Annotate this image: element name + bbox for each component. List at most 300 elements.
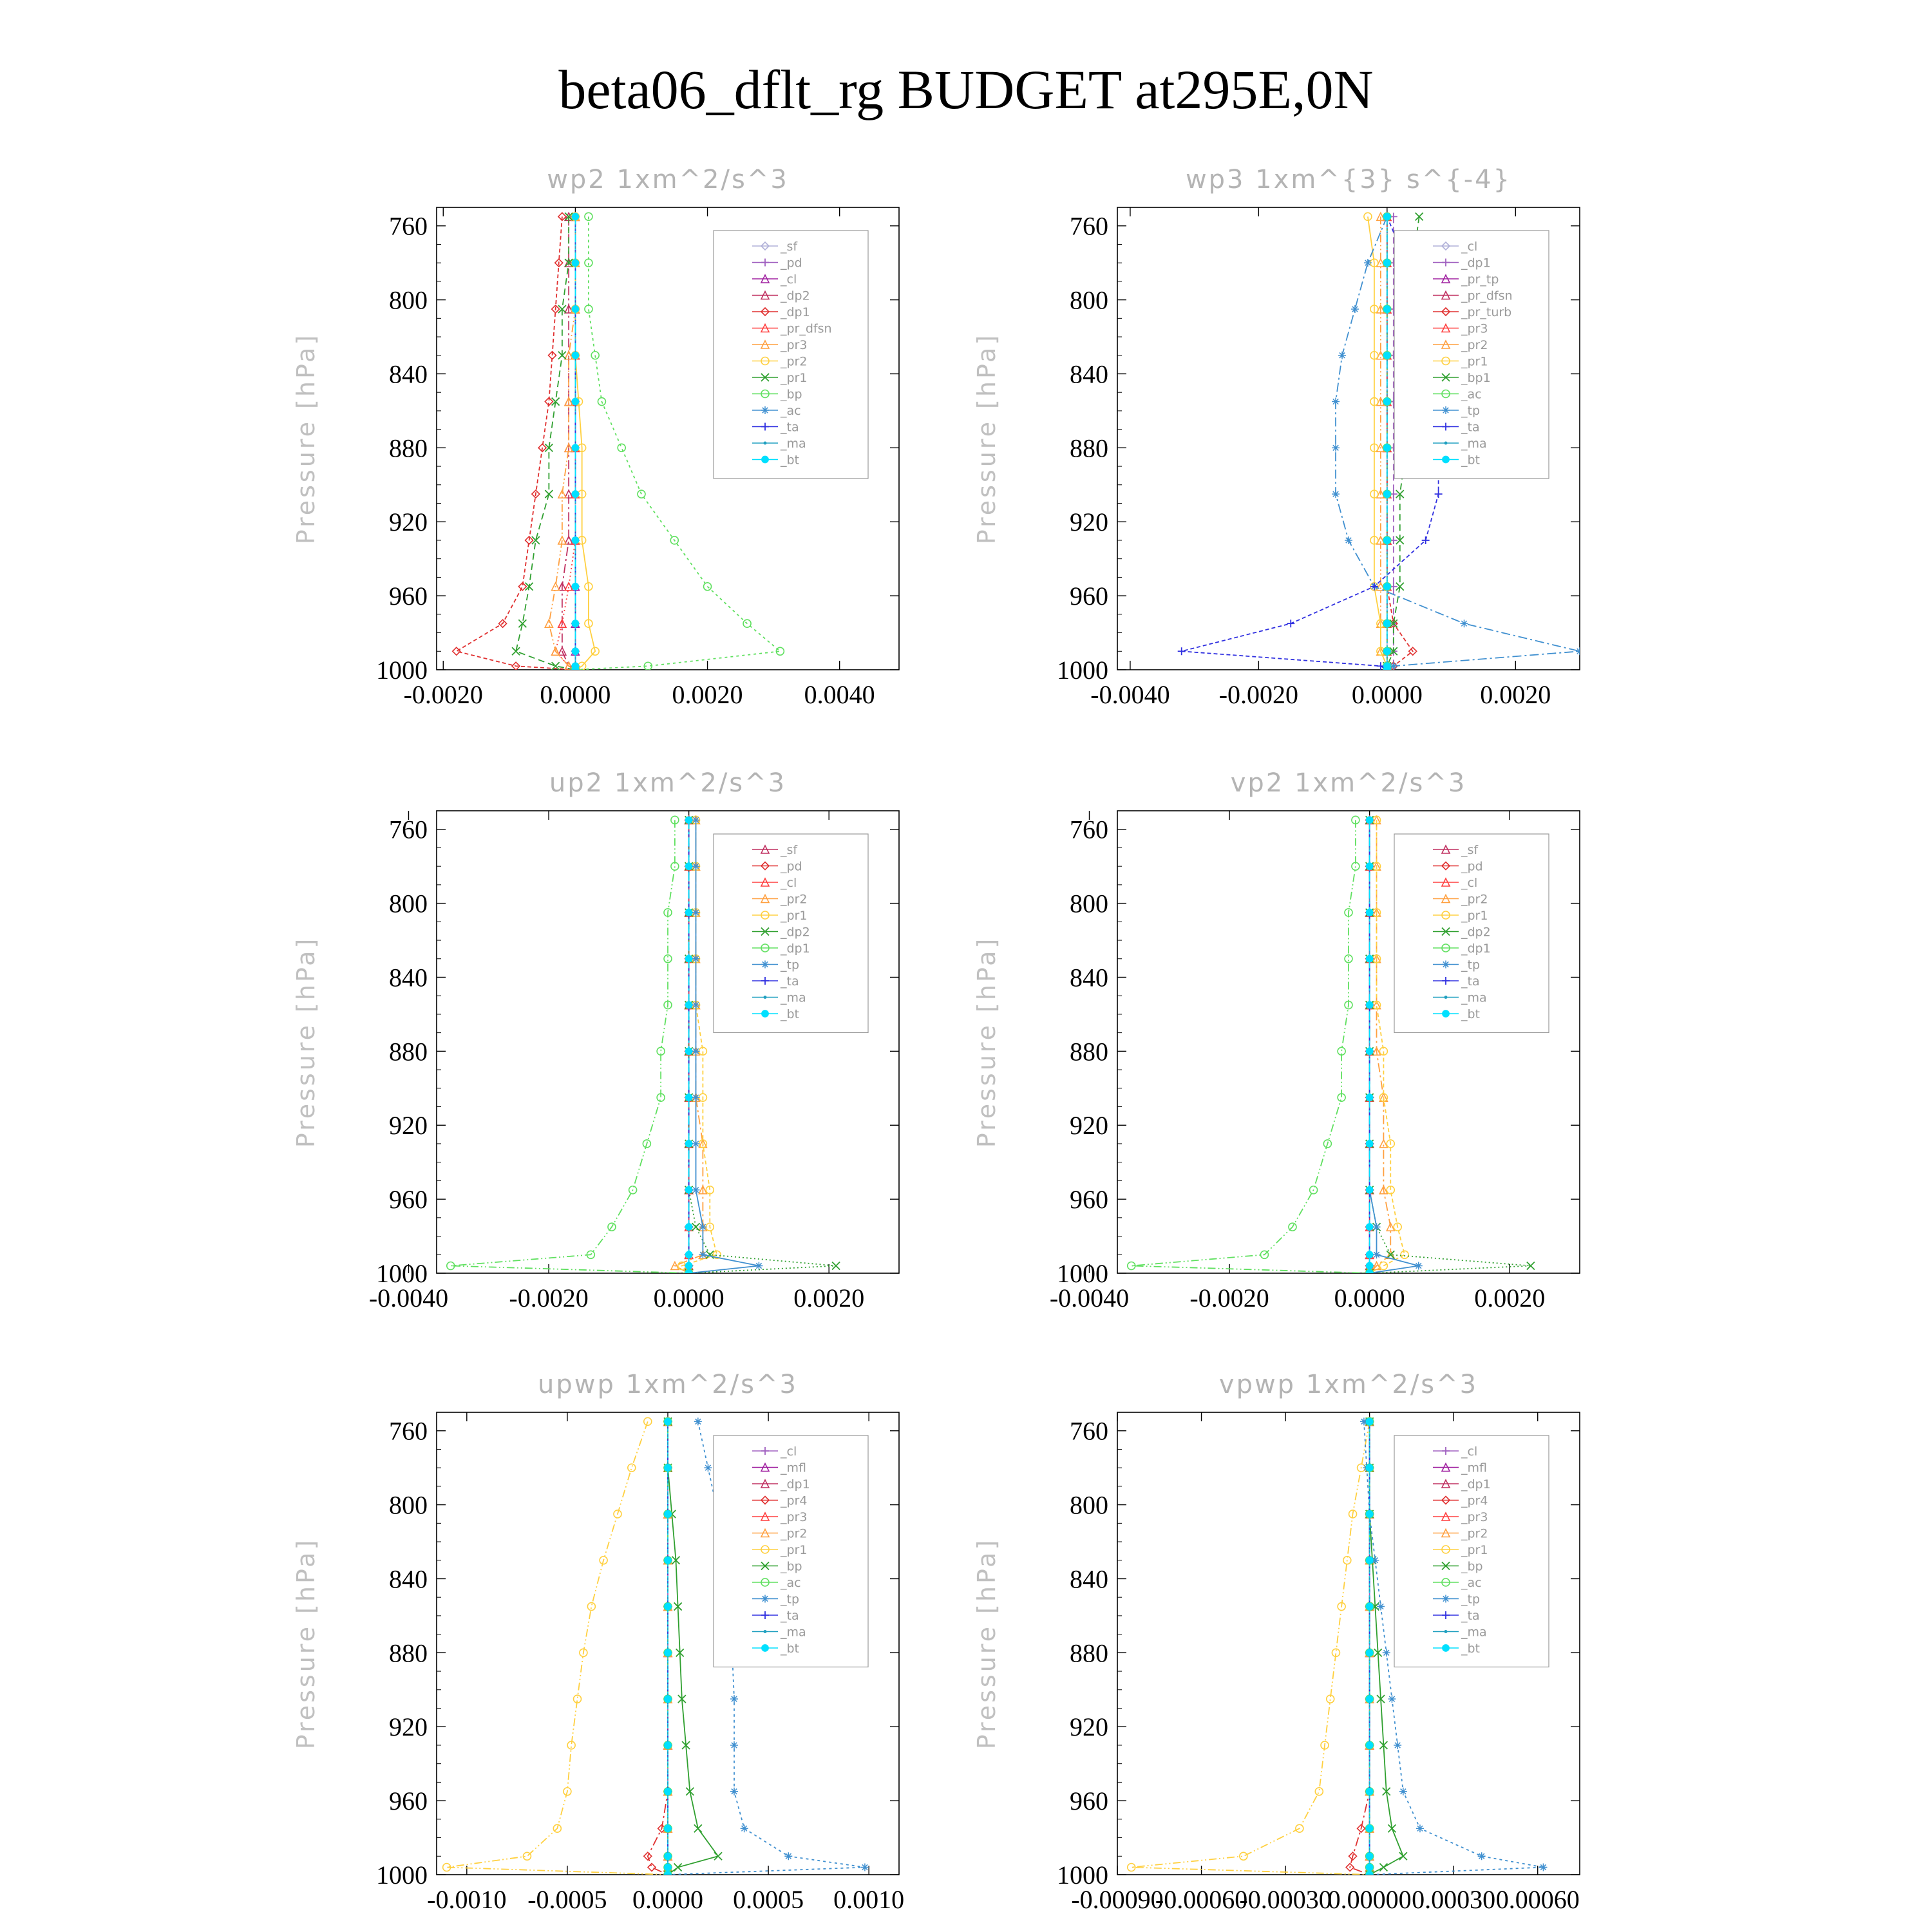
- legend-entry: _dp1: [781, 1477, 810, 1492]
- data-point-pr1: [1401, 1251, 1408, 1258]
- legend-entry: _pr_dfsn: [1461, 289, 1513, 303]
- data-point-bt: [665, 1511, 672, 1518]
- legend-entry: _pr_turb: [1461, 305, 1512, 319]
- series-line-pr1: [447, 1421, 668, 1875]
- data-point-bt: [1366, 1853, 1373, 1860]
- legend-entry: _bt: [1461, 1642, 1481, 1656]
- legend-entry: _sf: [781, 843, 798, 857]
- data-point-tp: [1478, 1852, 1486, 1860]
- y-tick-label: 800: [1070, 889, 1108, 918]
- legend-entry: _pr3: [781, 338, 808, 352]
- data-point-bt: [1366, 1094, 1373, 1101]
- data-point-tp: [1415, 1262, 1423, 1270]
- data-point-bt: [1366, 1186, 1373, 1193]
- data-point-bt: [1383, 398, 1390, 405]
- y-tick-label: 880: [1070, 433, 1108, 463]
- legend-entry: _cl: [781, 876, 797, 890]
- legend: [714, 1435, 868, 1667]
- data-point-ta: [1435, 490, 1443, 498]
- legend-entry: _mfl: [781, 1461, 806, 1475]
- legend-entry: _bp: [1461, 1559, 1483, 1574]
- data-point-tp: [741, 1824, 748, 1832]
- y-tick-label: 880: [389, 433, 428, 463]
- y-tick-label: 960: [1070, 582, 1108, 611]
- data-point-bt: [572, 260, 579, 267]
- legend-entry: _pr2: [781, 1526, 808, 1541]
- legend-entry: _pr4: [781, 1493, 808, 1508]
- data-point-bt: [572, 583, 579, 590]
- data-point-tp: [1377, 1603, 1385, 1611]
- x-tick-label: 0.0020: [793, 1283, 865, 1312]
- y-tick-label: 960: [389, 1185, 428, 1215]
- x-tick-label: -0.0005: [527, 1885, 607, 1914]
- legend-entry: _cl: [781, 272, 797, 287]
- y-tick-label: 760: [1070, 815, 1108, 844]
- legend-entry: _pr1: [781, 1543, 808, 1557]
- x-tick-label: 0.0000: [1334, 1283, 1405, 1312]
- y-tick-label: 760: [389, 815, 428, 844]
- x-tick-label: 0.0020: [1474, 1283, 1546, 1312]
- data-point-pr1: [628, 1464, 636, 1472]
- legend-entry: _ma: [1461, 437, 1487, 451]
- figure-title: beta06_dflt_rg BUDGET at295E,0N: [558, 59, 1374, 120]
- data-point-bt: [572, 537, 579, 544]
- legend-entry: _dp2: [1461, 925, 1491, 940]
- x-tick-label: -0.0010: [427, 1885, 507, 1914]
- data-point-bt: [685, 1251, 692, 1258]
- panel-title: vpwp 1xm^2/s^3: [1218, 1370, 1479, 1399]
- data-point-bt: [1383, 537, 1390, 544]
- x-tick-label: -0.0020: [1218, 680, 1299, 709]
- y-tick-label: 1000: [376, 1861, 428, 1889]
- data-point-bt: [1366, 1048, 1373, 1055]
- data-point-bp: [585, 259, 592, 267]
- legend-entry: _ta: [781, 1609, 799, 1623]
- data-point-dp1: [453, 647, 460, 655]
- legend-marker: [1443, 1645, 1450, 1652]
- legend-entry: _pr_tp: [1461, 272, 1499, 287]
- legend-entry: _cl: [1461, 1444, 1478, 1459]
- legend-entry: _tp: [1461, 1592, 1481, 1607]
- x-tick-label: 0.0040: [804, 680, 875, 709]
- data-point-tp: [692, 1001, 700, 1009]
- data-point-bt: [685, 1141, 692, 1148]
- data-point-tp: [1351, 305, 1359, 313]
- data-point-bt: [665, 1464, 672, 1472]
- y-tick-label: 920: [389, 1712, 428, 1742]
- data-point-tp: [692, 862, 700, 870]
- data-point-bt: [1383, 444, 1390, 451]
- x-tick-label: 0.00030: [1412, 1885, 1496, 1914]
- data-point-bt: [1366, 1418, 1373, 1425]
- panel-3: [292, 768, 899, 1312]
- x-tick-label: -0.0040: [1090, 680, 1170, 709]
- y-tick-label: 840: [1070, 1564, 1108, 1594]
- legend-marker: [1444, 1630, 1448, 1633]
- legend-entry: _ta: [1461, 420, 1480, 435]
- legend-entry: _pd: [1461, 859, 1483, 874]
- data-point-bt: [1366, 1224, 1373, 1231]
- data-point-bt: [1383, 213, 1390, 220]
- legend-entry: _tp: [781, 958, 800, 972]
- y-tick-label: 800: [1070, 285, 1108, 315]
- data-point-dp2: [832, 1262, 840, 1270]
- data-point-bt: [1383, 260, 1390, 267]
- legend-marker: [762, 456, 769, 463]
- data-point-bt: [665, 1853, 672, 1860]
- legend-entry: _ta: [1461, 1609, 1480, 1623]
- data-point-bt: [572, 491, 579, 498]
- legend-entry: _ma: [1461, 990, 1487, 1005]
- y-tick-label: 880: [1070, 1037, 1108, 1066]
- data-point-bp: [618, 444, 625, 451]
- legend-entry: _pr1: [781, 909, 808, 923]
- y-tick-label: 800: [389, 1490, 428, 1520]
- legend: [714, 231, 868, 478]
- legend-entry: _ma: [781, 1625, 806, 1640]
- data-point-bt: [1366, 1649, 1373, 1656]
- x-tick-label: 0.00000: [1327, 1885, 1412, 1914]
- y-tick-label: 960: [389, 1786, 428, 1816]
- y-tick-label: 1000: [1057, 656, 1108, 685]
- data-point-bt: [1366, 1001, 1373, 1009]
- series-line-dp1: [1132, 820, 1370, 1273]
- data-point-bp: [1399, 1852, 1407, 1860]
- y-tick-label: 1000: [376, 656, 428, 685]
- legend-entry: _pr3: [1461, 321, 1488, 336]
- series-line-pr2: [575, 216, 595, 670]
- legend-entry: _pr1: [1461, 909, 1488, 923]
- data-point-bt: [1366, 1825, 1373, 1832]
- data-point-bt: [685, 909, 692, 916]
- series-line-dp1: [451, 820, 689, 1273]
- data-point-tp: [694, 1417, 702, 1425]
- data-point-bt: [1383, 583, 1390, 590]
- x-tick-label: -0.00090: [1071, 1885, 1164, 1914]
- panel-title: upwp 1xm^2/s^3: [538, 1370, 798, 1399]
- legend-entry: _tp: [781, 1592, 800, 1607]
- data-point-tp: [1539, 1864, 1547, 1871]
- y-axis-label: Pressure [hPa]: [292, 332, 320, 545]
- legend-entry: _ma: [781, 437, 806, 451]
- x-tick-label: 0.0010: [833, 1885, 905, 1914]
- data-point-bt: [685, 1186, 692, 1193]
- data-point-tp: [692, 955, 700, 963]
- data-point-tp: [692, 1047, 700, 1055]
- y-tick-label: 1000: [376, 1259, 428, 1288]
- data-point-bt: [1366, 1871, 1373, 1879]
- y-tick-label: 800: [389, 285, 428, 315]
- data-point-bp: [1379, 1864, 1387, 1871]
- data-point-bt: [665, 1696, 672, 1703]
- data-point-bt: [572, 398, 579, 405]
- legend-marker: [762, 1010, 769, 1018]
- data-point-ta: [1178, 647, 1186, 655]
- legend-marker: [762, 1645, 769, 1652]
- legend: [714, 834, 868, 1033]
- data-point-bt: [572, 444, 579, 451]
- data-point-bt: [685, 1048, 692, 1055]
- y-tick-label: 880: [389, 1638, 428, 1668]
- data-point-tp: [692, 816, 700, 824]
- y-tick-label: 1000: [1057, 1259, 1108, 1288]
- series-line-dp1: [1387, 216, 1394, 670]
- legend-marker: [1443, 456, 1450, 463]
- panel-1: [292, 165, 899, 709]
- legend-entry: _bt: [1461, 453, 1481, 468]
- data-point-bt: [685, 863, 692, 870]
- legend: [1394, 231, 1549, 478]
- legend-entry: _pr4: [1461, 1493, 1488, 1508]
- data-point-bt: [1366, 1788, 1373, 1795]
- series-line-bp: [668, 1421, 718, 1875]
- x-tick-label: 0.0005: [733, 1885, 804, 1914]
- y-tick-label: 920: [389, 1111, 428, 1141]
- legend-entry: _dp1: [1461, 256, 1491, 270]
- data-point-bt: [1366, 1603, 1373, 1610]
- legend-entry: _dp1: [781, 305, 810, 319]
- x-tick-label: -0.0020: [1189, 1283, 1269, 1312]
- y-tick-label: 800: [1070, 1490, 1108, 1520]
- data-point-bt: [685, 1224, 692, 1231]
- legend-entry: _dp1: [1461, 942, 1491, 956]
- legend-entry: _bt: [781, 1642, 800, 1656]
- data-point-bp: [674, 1864, 682, 1871]
- legend-entry: _ac: [1461, 1576, 1482, 1590]
- data-point-tp: [730, 1788, 738, 1795]
- data-point-bt: [685, 955, 692, 962]
- data-point-tp: [1332, 490, 1340, 498]
- data-point-tp: [1394, 1741, 1401, 1749]
- y-tick-label: 920: [1070, 1111, 1108, 1141]
- legend-entry: _ac: [781, 404, 801, 418]
- legend-entry: _bt: [1461, 1007, 1481, 1021]
- x-tick-label: -0.0040: [1049, 1283, 1130, 1312]
- legend-entry: _ac: [1461, 387, 1482, 402]
- data-point-tp: [861, 1864, 869, 1871]
- legend-entry: _cl: [1461, 876, 1478, 890]
- x-tick-label: -0.00060: [1155, 1885, 1248, 1914]
- legend-entry: _pr2: [1461, 338, 1488, 352]
- data-point-bt: [665, 1825, 672, 1832]
- panels-grid: [292, 165, 1584, 1914]
- y-tick-label: 880: [1070, 1638, 1108, 1668]
- legend-entry: _pr3: [1461, 1510, 1488, 1524]
- x-tick-label: 0.0000: [1351, 680, 1423, 709]
- legend-marker: [1442, 961, 1450, 969]
- legend-marker: [1442, 1595, 1450, 1603]
- legend-entry: _pr1: [781, 371, 808, 385]
- data-point-bt: [1383, 306, 1390, 313]
- data-point-pr4: [648, 1864, 656, 1871]
- x-tick-label: -0.0020: [403, 680, 483, 709]
- data-point-tp: [730, 1695, 738, 1703]
- data-point-tp: [1373, 1223, 1381, 1231]
- y-tick-label: 840: [389, 1564, 428, 1594]
- data-point-bt: [685, 1001, 692, 1009]
- legend-entry: _mfl: [1461, 1461, 1487, 1475]
- x-tick-label: -0.0020: [509, 1283, 589, 1312]
- y-tick-label: 760: [1070, 1416, 1108, 1446]
- legend-entry: _pr3: [781, 1510, 808, 1524]
- legend-entry: _pd: [781, 256, 802, 270]
- data-point-bt: [1366, 1557, 1373, 1564]
- data-point-bt: [685, 1270, 692, 1277]
- data-point-tp: [1388, 1695, 1396, 1703]
- data-point-bt: [1366, 909, 1373, 916]
- legend-entry: _dp1: [781, 942, 810, 956]
- data-point-pr1: [545, 490, 553, 498]
- data-point-bt: [685, 1262, 692, 1269]
- data-point-bt: [1366, 1262, 1373, 1269]
- series-line-pr2: [1381, 216, 1387, 670]
- data-point-tp: [692, 1140, 700, 1148]
- y-tick-label: 960: [1070, 1185, 1108, 1215]
- series-line-pr4: [648, 1421, 668, 1875]
- data-point-pr1: [587, 1603, 595, 1611]
- legend-entry: _tp: [1461, 404, 1481, 418]
- data-point-pr1: [1240, 1852, 1247, 1860]
- legend-entry: _dp1: [1461, 1477, 1491, 1492]
- data-point-tp: [699, 1251, 706, 1258]
- legend-entry: _bp: [781, 1559, 802, 1574]
- data-point-bt: [1366, 1251, 1373, 1258]
- y-tick-label: 920: [1070, 507, 1108, 537]
- data-point-bt: [665, 1603, 672, 1610]
- data-point-tp: [730, 1741, 738, 1749]
- legend-entry: _tp: [1461, 958, 1481, 972]
- x-tick-label: -0.0040: [368, 1283, 449, 1312]
- data-point-tp: [1576, 647, 1584, 655]
- data-point-bt: [665, 1418, 672, 1425]
- data-point-tp: [784, 1852, 792, 1860]
- panel-6: [972, 1370, 1580, 1914]
- legend-entry: _pr2: [1461, 1526, 1488, 1541]
- legend-marker: [1444, 442, 1448, 445]
- legend-entry: _bt: [781, 453, 800, 468]
- legend-entry: _bp: [781, 387, 802, 402]
- legend-entry: _pr_dfsn: [781, 321, 832, 336]
- data-point-bt: [572, 306, 579, 313]
- data-point-tp: [1364, 259, 1372, 267]
- data-point-tp: [755, 1262, 762, 1270]
- y-tick-label: 840: [1070, 963, 1108, 992]
- x-tick-label: 0.0000: [653, 1283, 724, 1312]
- data-point-tp: [1416, 1824, 1424, 1832]
- y-axis-label: Pressure [hPa]: [292, 936, 320, 1148]
- panel-4: [972, 768, 1580, 1312]
- data-point-bt: [665, 1557, 672, 1564]
- data-point-bt: [1366, 1511, 1373, 1518]
- y-axis-label: Pressure [hPa]: [972, 936, 1001, 1148]
- series-line-pr1: [682, 820, 717, 1273]
- panel-2: [972, 165, 1584, 709]
- legend-marker: [761, 961, 769, 969]
- panel-title: vp2 1xm^2/s^3: [1230, 768, 1467, 798]
- data-point-bt: [1383, 491, 1390, 498]
- panel-title: wp2 1xm^2/s^3: [547, 165, 789, 194]
- data-point-tp: [1332, 398, 1340, 406]
- y-tick-label: 920: [389, 507, 428, 537]
- y-tick-label: 960: [389, 582, 428, 611]
- data-point-tp: [1373, 1251, 1381, 1258]
- data-point-bt: [572, 352, 579, 359]
- data-point-bt: [1383, 648, 1390, 655]
- y-tick-label: 1000: [1057, 1861, 1108, 1889]
- data-point-tp: [1383, 1649, 1390, 1656]
- y-tick-label: 880: [389, 1037, 428, 1066]
- legend-entry: _cl: [1461, 240, 1478, 254]
- data-point-tp: [692, 1186, 700, 1194]
- series-line-dp1: [457, 216, 576, 670]
- data-point-tp: [1399, 1788, 1407, 1795]
- data-point-tp: [1345, 536, 1352, 544]
- legend-entry: _sf: [1461, 843, 1479, 857]
- legend-marker: [761, 1595, 769, 1603]
- legend-entry: _pd: [781, 859, 802, 874]
- y-tick-label: 800: [389, 889, 428, 918]
- data-point-tp: [692, 909, 700, 916]
- data-point-pr1: [1315, 1788, 1323, 1795]
- data-point-bt: [572, 620, 579, 627]
- x-tick-label: 0.0020: [1480, 680, 1551, 709]
- data-point-bt: [1366, 1742, 1373, 1749]
- data-point-bt: [665, 1742, 672, 1749]
- data-point-bt: [665, 1649, 672, 1656]
- y-tick-label: 960: [1070, 1786, 1108, 1816]
- data-point-bt: [1366, 955, 1373, 962]
- y-axis-label: Pressure [hPa]: [972, 1537, 1001, 1750]
- x-tick-label: -0.00030: [1239, 1885, 1332, 1914]
- x-tick-label: 0.0020: [672, 680, 743, 709]
- legend-entry: _ma: [1461, 1625, 1487, 1640]
- data-point-bt: [1366, 817, 1373, 824]
- data-point-pr1: [518, 620, 526, 627]
- panel-title: up2 1xm^2/s^3: [549, 768, 787, 798]
- legend-entry: _dp2: [781, 289, 810, 303]
- data-point-bt: [572, 667, 579, 674]
- legend-entry: _ta: [1461, 974, 1480, 989]
- y-tick-label: 840: [389, 359, 428, 389]
- data-point-tp: [692, 1094, 700, 1101]
- data-point-bt: [1383, 620, 1390, 627]
- y-tick-label: 760: [389, 211, 428, 241]
- x-tick-label: 0.0000: [632, 1885, 703, 1914]
- y-tick-label: 840: [389, 963, 428, 992]
- data-point-bt: [1366, 1141, 1373, 1148]
- legend-marker: [1444, 996, 1448, 999]
- data-point-bt: [665, 1864, 672, 1871]
- data-point-tp: [1338, 352, 1346, 359]
- legend-entry: _dp2: [781, 925, 810, 940]
- legend-marker: [761, 406, 769, 414]
- data-point-bt: [665, 1788, 672, 1795]
- y-axis-label: Pressure [hPa]: [972, 332, 1001, 545]
- legend-entry: _cl: [781, 1444, 797, 1459]
- legend-marker: [1443, 1010, 1450, 1018]
- legend-entry: _pr1: [1461, 1543, 1488, 1557]
- data-point-pr3: [545, 620, 553, 627]
- series-line-pr1: [516, 216, 575, 670]
- x-tick-label: 0.00060: [1495, 1885, 1580, 1914]
- data-point-ta: [1287, 620, 1294, 627]
- legend-entry: _pr1: [1461, 354, 1488, 369]
- legend-entry: _ta: [781, 420, 799, 435]
- data-point-bt: [685, 817, 692, 824]
- data-point-tp: [704, 1464, 712, 1472]
- data-point-bt: [1366, 1270, 1373, 1277]
- data-point-bt: [1366, 863, 1373, 870]
